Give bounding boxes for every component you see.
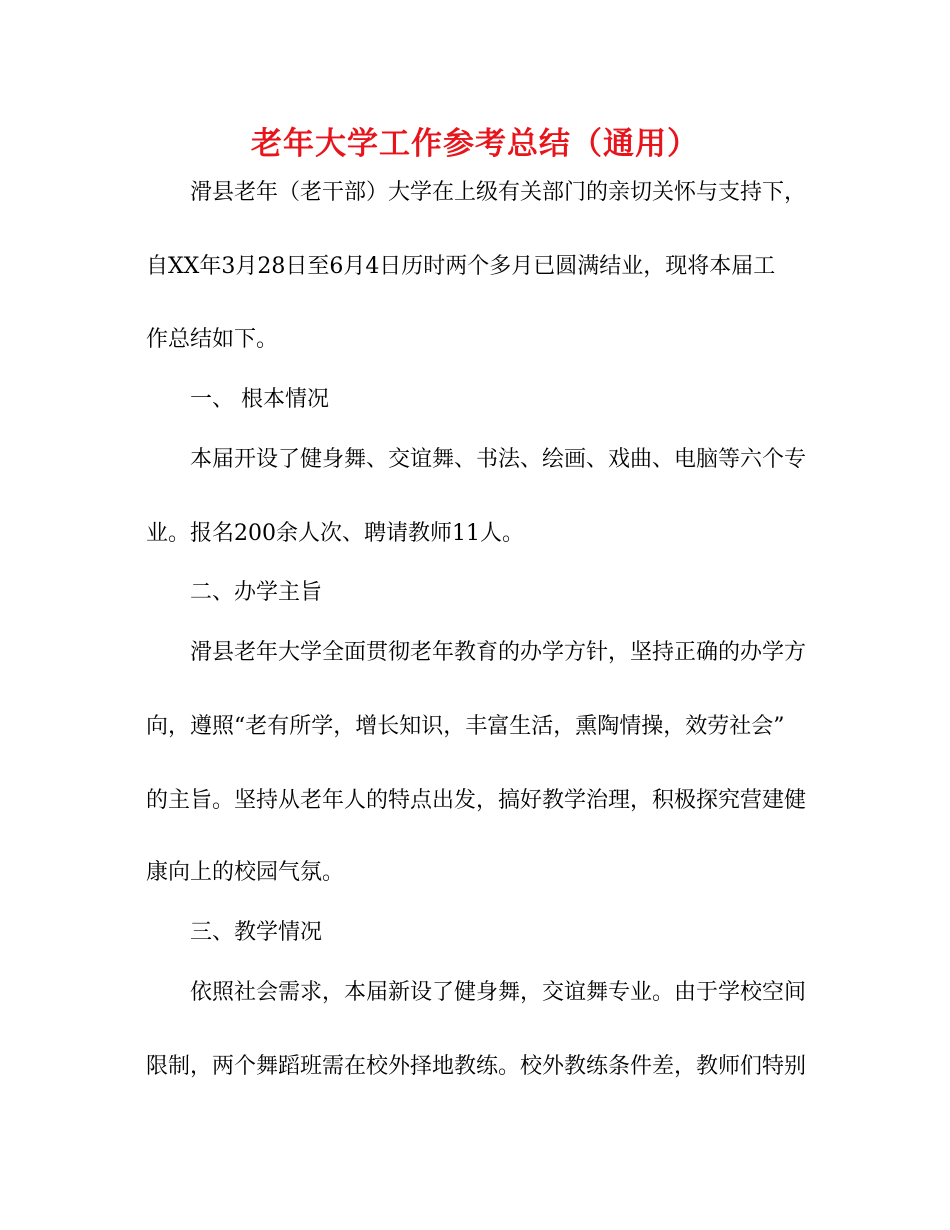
document-title: 老年大学工作参考总结（通用）	[251, 126, 699, 162]
paragraph-line: 自XX年3月28日至6月4日历时两个多月已圆满结业，现将本届工	[146, 254, 776, 279]
paragraph-line: 作总结如下。	[146, 327, 279, 352]
section-heading-purpose: 二、办学主旨	[190, 580, 323, 605]
section-heading-basic: 一、 根本情况	[190, 387, 329, 412]
paragraph-line: 滑县老年大学全面贯彻老年教育的办学方针，坚持正确的办学方	[190, 640, 807, 665]
paragraph-line: 依照社会需求，本届新设了健身舞，交谊舞专业。由于学校空间	[190, 980, 807, 1005]
paragraph-line: 康向上的校园气氛。	[146, 860, 345, 885]
paragraph-line: 滑县老年（老干部）大学在上级有关部门的亲切关怀与支持下，	[190, 180, 807, 205]
paragraph-line: 的主旨。坚持从老年人的特点出发，搞好教学治理，积极探究营建健	[146, 788, 807, 813]
paragraph-line: 向，遵照“老有所学，增长知识，丰富生活，熏陶情操，效劳社会”	[146, 714, 785, 739]
paragraph-line: 本届开设了健身舞、交谊舞、书法、绘画、戏曲、电脑等六个专	[190, 447, 807, 472]
paragraph-line: 限制，两个舞蹈班需在校外择地教练。校外教练条件差，教师们特别	[146, 1054, 807, 1079]
section-heading-teaching: 三、教学情况	[190, 920, 323, 945]
paragraph-line: 业。报名200余人次、聘请教师11人。	[146, 521, 524, 546]
